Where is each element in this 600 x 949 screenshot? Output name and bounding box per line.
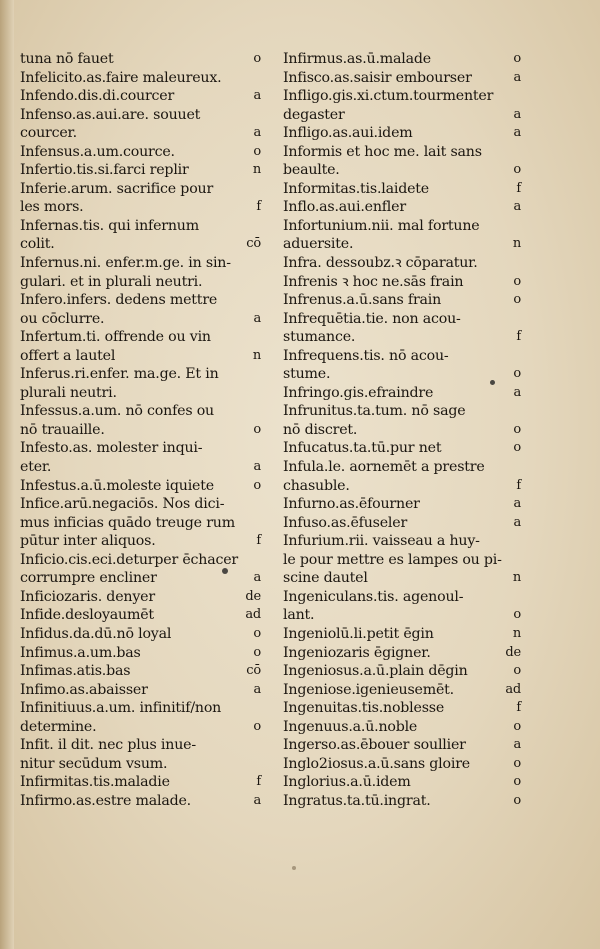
entry-text: Infrunitus.ta.tum. nō sage — [283, 403, 466, 420]
entry-text: Infernus.ni. enfer.m.ge. in sin- — [20, 255, 231, 272]
entry-text: nō trauaille. — [20, 421, 105, 438]
entry-text: Infertio.tis.si.farci replir — [20, 162, 189, 179]
entry-text: Infestus.a.ū.moleste iquiete — [20, 477, 214, 494]
entry-text: pūtur inter aliquos. — [20, 533, 156, 550]
dictionary-line — [20, 328, 261, 347]
entry-text: Infenso.as.aui.are. souuet — [20, 106, 201, 123]
dictionary-line — [20, 606, 261, 625]
grammar-marker: o — [513, 718, 521, 734]
entry-text: Infucatus.ta.tū.pur net — [283, 440, 442, 457]
entry-text: Ingeniosus.a.ū.plain dēgin — [283, 663, 468, 680]
dictionary-line — [20, 644, 261, 663]
dictionary-line — [283, 87, 521, 106]
dictionary-line — [20, 699, 261, 718]
dictionary-line — [283, 718, 521, 737]
entry-text: courcer. — [20, 125, 77, 142]
dictionary-line — [283, 384, 521, 403]
dictionary-line — [283, 773, 521, 792]
grammar-marker: a — [513, 514, 521, 530]
grammar-marker: n — [512, 236, 521, 252]
grammar-marker: f — [516, 700, 521, 716]
entry-text: le pour mettre es lampes ou pi- — [283, 551, 502, 568]
entry-text: les mors. — [20, 199, 84, 216]
dictionary-line — [20, 87, 261, 106]
dictionary-line — [283, 681, 521, 700]
grammar-marker: f — [256, 774, 261, 790]
dictionary-line — [283, 439, 521, 458]
entry-text: Infrenis ꝛ hoc ne.sās frain — [283, 273, 464, 290]
dictionary-line — [20, 106, 261, 125]
dictionary-line — [20, 161, 261, 180]
left-column — [20, 50, 261, 810]
grammar-marker: o — [513, 663, 521, 679]
grammar-marker: o — [253, 51, 261, 66]
entry-text: Infide.desloyaumēt — [20, 607, 154, 624]
entry-text: Infra. dessoubz.ꝛ cōparatur. — [283, 255, 478, 272]
entry-text: Infice.arū.negaciōs. Nos dici- — [20, 496, 225, 513]
dictionary-line — [20, 365, 261, 384]
entry-text: Infortunium.nii. mal fortune — [283, 217, 480, 234]
dictionary-line — [20, 681, 261, 700]
dictionary-line — [283, 514, 521, 533]
entry-text: corrumpre encliner — [20, 570, 157, 587]
grammar-marker: o — [513, 292, 521, 308]
dictionary-line — [20, 347, 261, 366]
entry-text: stume. — [283, 366, 331, 383]
dictionary-line — [283, 217, 521, 236]
dictionary-line — [283, 310, 521, 329]
grammar-marker: n — [512, 570, 521, 586]
dictionary-line — [20, 384, 261, 403]
entry-text: Infrequētia.tie. non acou- — [283, 310, 461, 327]
grammar-marker: a — [253, 310, 261, 326]
entry-text: Ingratus.ta.tū.ingrat. — [283, 792, 431, 809]
dictionary-line — [283, 254, 521, 273]
dictionary-line — [20, 495, 261, 514]
dictionary-line — [20, 254, 261, 273]
dictionary-line — [283, 606, 521, 625]
grammar-marker: o — [513, 162, 521, 178]
grammar-marker: n — [252, 162, 261, 178]
grammar-marker: a — [513, 199, 521, 215]
dictionary-line — [283, 792, 521, 811]
dictionary-line — [283, 588, 521, 607]
entry-text: Infessus.a.um. nō confes ou — [20, 403, 214, 420]
grammar-marker: ad — [245, 607, 261, 623]
dictionary-line — [283, 161, 521, 180]
entry-text: Informis et hoc me. lait sans — [283, 143, 482, 160]
dictionary-line — [20, 69, 261, 88]
grammar-marker: o — [513, 755, 521, 771]
entry-text: Infertum.ti. offrende ou vin — [20, 329, 211, 346]
grammar-marker: o — [253, 718, 261, 734]
entry-text: Ingenuus.a.ū.noble — [283, 718, 418, 735]
dictionary-line — [20, 50, 261, 69]
entry-text: eter. — [20, 459, 52, 476]
entry-text: nitur secūdum vsum. — [20, 755, 168, 772]
dictionary-line — [283, 755, 521, 774]
grammar-marker: o — [513, 273, 521, 289]
dictionary-line — [283, 477, 521, 496]
entry-text: Ingerso.as.ēbouer soullier — [283, 737, 466, 754]
entry-text: Infligo.gis.xi.ctum.tourmenter — [283, 88, 494, 105]
grammar-marker: n — [512, 625, 521, 641]
entry-text: Inglorius.a.ū.idem — [283, 774, 411, 791]
dictionary-line — [20, 143, 261, 162]
entry-text: Infimo.as.abaisser — [20, 681, 148, 698]
dictionary-line — [20, 625, 261, 644]
entry-text: Ingeniolū.li.petit ēgin — [283, 625, 434, 642]
dictionary-line — [283, 143, 521, 162]
entry-text: Informitas.tis.laidete — [283, 180, 429, 197]
entry-text: Infelicito.as.faire maleureux. — [20, 69, 222, 86]
entry-text: Infisco.as.saisir embourser — [283, 69, 472, 86]
grammar-marker: o — [513, 607, 521, 623]
grammar-marker: o — [513, 792, 521, 808]
entry-text: offert a lautel — [20, 347, 116, 364]
dictionary-line — [20, 198, 261, 217]
dictionary-line — [20, 773, 261, 792]
entry-text: gulari. et in plurali neutri. — [20, 273, 203, 290]
grammar-marker: cō — [246, 663, 261, 679]
dictionary-line — [20, 718, 261, 737]
dictionary-line — [20, 291, 261, 310]
grammar-marker: f — [516, 477, 521, 493]
entry-text: stumance. — [283, 329, 356, 346]
entry-text: Infernas.tis. qui infernum — [20, 217, 199, 234]
grammar-marker: a — [513, 106, 521, 122]
paper-speck — [292, 866, 296, 870]
dictionary-line — [283, 662, 521, 681]
ink-blot — [490, 380, 495, 385]
entry-text: Inficiozaris. denyer — [20, 588, 155, 605]
entry-text: Infurno.as.ēfourner — [283, 496, 420, 513]
grammar-marker: a — [253, 792, 261, 808]
dictionary-line — [283, 365, 521, 384]
grammar-marker: a — [253, 681, 261, 697]
grammar-marker: a — [253, 570, 261, 586]
grammar-marker: f — [256, 533, 261, 549]
entry-text: mus inficias quādo treuge rum — [20, 514, 235, 531]
right-column — [283, 50, 521, 810]
dictionary-line — [20, 736, 261, 755]
entry-text: Inficio.cis.eci.deturper ēchacer — [20, 551, 239, 568]
grammar-marker: a — [513, 384, 521, 400]
dictionary-line — [283, 347, 521, 366]
entry-text: Infesto.as. molester inqui- — [20, 440, 203, 457]
grammar-marker: ad — [505, 681, 521, 697]
grammar-marker: o — [253, 421, 261, 437]
dictionary-line — [20, 551, 261, 570]
dictionary-line — [283, 569, 521, 588]
grammar-marker: f — [516, 180, 521, 196]
entry-text: Infrenus.a.ū.sans frain — [283, 292, 442, 309]
dictionary-line — [283, 421, 521, 440]
dictionary-line — [283, 532, 521, 551]
entry-text: ou cōclurre. — [20, 310, 105, 327]
grammar-marker: o — [253, 625, 261, 641]
dictionary-line — [20, 588, 261, 607]
dictionary-line — [283, 625, 521, 644]
entry-text: tuna nō fauet — [20, 51, 114, 67]
entry-text: Infendo.dis.di.courcer — [20, 88, 175, 105]
dictionary-line — [283, 402, 521, 421]
dictionary-line — [20, 662, 261, 681]
entry-text: colit. — [20, 236, 55, 253]
grammar-marker: de — [245, 588, 261, 604]
entry-text: Infligo.as.aui.idem — [283, 125, 413, 142]
grammar-marker: a — [513, 737, 521, 753]
grammar-marker: a — [253, 88, 261, 104]
ink-blot — [222, 568, 228, 574]
grammar-marker: a — [513, 496, 521, 512]
grammar-marker: o — [253, 143, 261, 159]
dictionary-line — [20, 439, 261, 458]
dictionary-line — [20, 310, 261, 329]
entry-text: Infula.le. aornemēt a prestre — [283, 459, 485, 476]
entry-text: Infit. il dit. nec plus inue- — [20, 737, 196, 754]
dictionary-line — [20, 235, 261, 254]
dictionary-line — [20, 421, 261, 440]
dictionary-line — [283, 69, 521, 88]
dictionary-line — [283, 198, 521, 217]
grammar-marker: a — [513, 125, 521, 141]
dictionary-line — [283, 495, 521, 514]
grammar-marker: a — [513, 69, 521, 85]
entry-text: Inglo2iosus.a.ū.sans gloire — [283, 755, 470, 772]
dictionary-line — [283, 291, 521, 310]
dictionary-line — [20, 124, 261, 143]
dictionary-line — [283, 644, 521, 663]
entry-text: Infringo.gis.efraindre — [283, 384, 434, 401]
grammar-marker: o — [253, 644, 261, 660]
entry-text: Infrequens.tis. nō acou- — [283, 347, 449, 364]
dictionary-line — [20, 458, 261, 477]
grammar-marker: de — [505, 644, 521, 660]
entry-text: degaster — [283, 106, 345, 123]
entry-text: nō discret. — [283, 421, 358, 438]
dictionary-line — [20, 180, 261, 199]
grammar-marker: f — [256, 199, 261, 215]
entry-text: scine dautel — [283, 570, 368, 587]
entry-text: aduersite. — [283, 236, 354, 253]
dictionary-line — [283, 50, 521, 69]
dictionary-line — [283, 106, 521, 125]
dictionary-line — [20, 477, 261, 496]
entry-text: Inferie.arum. sacrifice pour — [20, 180, 214, 197]
grammar-marker: o — [513, 421, 521, 437]
dictionary-line — [20, 792, 261, 811]
dictionary-line — [283, 328, 521, 347]
grammar-marker: o — [513, 440, 521, 456]
dictionary-line — [283, 235, 521, 254]
dictionary-line — [20, 217, 261, 236]
grammar-marker: f — [516, 329, 521, 345]
entry-text: Inflo.as.aui.enfler — [283, 199, 406, 216]
entry-text: Ingeniose.igenieusemēt. — [283, 681, 454, 698]
grammar-marker: n — [252, 347, 261, 363]
entry-text: Infinitiuus.a.um. infinitif/non — [20, 700, 222, 717]
entry-text: Infensus.a.um.cource. — [20, 143, 175, 160]
grammar-marker: a — [253, 459, 261, 475]
grammar-marker: a — [253, 125, 261, 141]
dictionary-line — [283, 736, 521, 755]
grammar-marker: o — [513, 366, 521, 382]
dictionary-line — [20, 273, 261, 292]
entry-text: Ingeniculans.tis. agenoul- — [283, 588, 464, 605]
grammar-marker: o — [253, 477, 261, 493]
page-edge — [0, 0, 14, 949]
entry-text: Ingenuitas.tis.noblesse — [283, 700, 445, 717]
entry-text: Infidus.da.dū.nō loyal — [20, 625, 172, 642]
grammar-marker: cō — [246, 236, 261, 252]
entry-text: Ingeniozaris ēgigner. — [283, 644, 431, 661]
dictionary-line — [20, 514, 261, 533]
entry-text: Infurium.rii. vaisseau a huy- — [283, 533, 480, 550]
grammar-marker: o — [513, 51, 521, 66]
entry-text: Infero.infers. dedens mettre — [20, 292, 218, 309]
dictionary-line — [20, 755, 261, 774]
entry-text: beaulte. — [283, 162, 340, 179]
dictionary-line — [283, 699, 521, 718]
entry-text: Infuso.as.ēfuseler — [283, 514, 408, 531]
entry-text: chasuble. — [283, 477, 350, 494]
dictionary-line — [283, 551, 521, 570]
entry-text: Infirmo.as.estre malade. — [20, 792, 191, 809]
entry-text: Infimus.a.um.bas — [20, 644, 141, 661]
dictionary-line — [283, 458, 521, 477]
dictionary-line — [20, 402, 261, 421]
entry-text: determine. — [20, 718, 97, 735]
entry-text: lant. — [283, 607, 315, 624]
dictionary-line — [283, 273, 521, 292]
entry-text: Infirmus.as.ū.malade — [283, 51, 431, 67]
dictionary-line — [20, 532, 261, 551]
entry-text: Infirmitas.tis.maladie — [20, 774, 170, 791]
entry-text: plurali neutri. — [20, 384, 117, 401]
dictionary-line — [283, 124, 521, 143]
dictionary-line — [283, 180, 521, 199]
entry-text: Infimas.atis.bas — [20, 663, 131, 680]
grammar-marker: o — [513, 774, 521, 790]
entry-text: Inferus.ri.enfer. ma.ge. Et in — [20, 366, 219, 383]
